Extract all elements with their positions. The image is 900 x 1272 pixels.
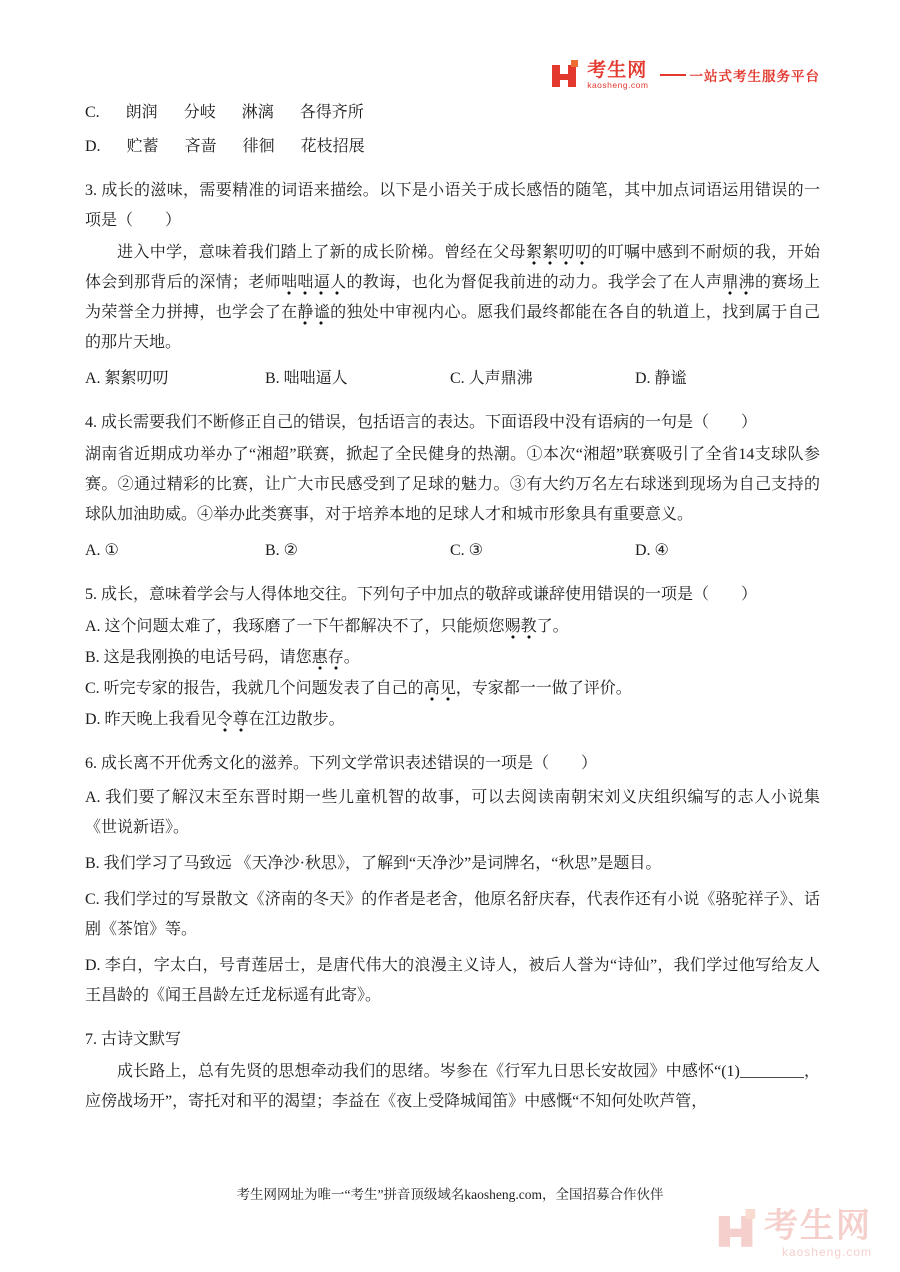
question-3-passage — [85, 238, 820, 358]
text-run: 的叮嘱中感到不耐烦的我，开始体会到那背后的深情；老师 — [85, 244, 820, 291]
q2-option-c — [85, 98, 820, 128]
question-4-stem — [85, 408, 820, 438]
choice-item: B. 咄咄逼人 — [265, 370, 348, 387]
text-run: 6. 成长离不开优秀文化的滋养。下列文学常识表述错误的一项是（ ） — [85, 755, 598, 772]
text-run: 。 — [343, 649, 360, 666]
kaosheng-logo — [550, 60, 820, 90]
text-run: 湖南省近期成功举办了“湘超”联赛，掀起了全民健身的热潮。①本次“湘超”联赛吸引了全省14支球队参赛。②通过精彩的比赛，让广大市民感受到了足球的魅力。③有大约万名左右球迷到现场为自己支持的球队加油助威。④举办此类赛事，对于培养本地的足球人才和城市形象具有重要意义。 — [85, 446, 820, 523]
question-5-stem — [85, 580, 820, 610]
word-item: 花枝招展 — [300, 138, 365, 155]
choice-item: C. 人声鼎沸 — [450, 370, 533, 387]
question-6-option-d — [85, 951, 820, 1011]
question-4-choices — [85, 536, 820, 566]
word-item: 淋漓 — [241, 104, 274, 121]
question-4-passage — [85, 440, 820, 530]
kaosheng-logo-icon — [550, 60, 580, 90]
emphasized-text: 鼎沸 — [722, 274, 755, 295]
question-5-option-b — [85, 643, 820, 673]
word-item: 吝啬 — [184, 138, 217, 155]
word-item: 贮蓄 — [126, 138, 159, 155]
text-run: 的赛场上为荣誉全力拼搏，也学会了在 — [85, 274, 820, 321]
text-run: 了。 — [536, 618, 569, 635]
question-7-stem — [85, 1025, 820, 1055]
word-item: 朗润 — [125, 104, 158, 121]
watermark-domain: kaosheng.com — [781, 1245, 872, 1259]
emphasized-text: 高见 — [424, 680, 456, 701]
text-run: 进入中学，意味着我们踏上了新的成长阶梯。曾经在父母 — [117, 244, 526, 261]
word-item: 各得齐所 — [299, 104, 364, 121]
text-run: 7. 古诗文默写 — [85, 1031, 182, 1048]
emphasized-text: 静谧 — [297, 304, 330, 325]
kaosheng-watermark-icon — [716, 1209, 758, 1251]
word-item: 徘徊 — [242, 138, 275, 155]
text-run: D. 李白，字太白，号青莲居士，是唐代伟大的浪漫主义诗人，被后人誉为“诗仙”，我们学过他写给友人王昌龄的《闻王昌龄左迁龙标遥有此寄》。 — [85, 957, 820, 1004]
brand-tagline: 一站式考生服务平台 — [689, 69, 820, 84]
text-run: A. 我们要了解汉末至东晋时期一些儿童机智的故事，可以去阅读南朝宋刘义庆组织编写的志人小说集《世说新语》。 — [85, 789, 820, 836]
emphasized-text: 令尊 — [217, 711, 249, 732]
question-6-option-c — [85, 885, 820, 945]
watermark-text — [764, 1209, 872, 1258]
text-run: C. 我们学过的写景散文《济南的冬天》的作者是老舍，他原名舒庆春，代表作还有小说《骆驼祥子》、话剧《茶馆》等。 — [85, 891, 820, 938]
question-3-stem — [85, 176, 820, 236]
text-run: B. 我们学习了马致远 《天净沙·秋思》，了解到“天净沙”是词牌名，“秋思”是题目。 — [85, 855, 662, 872]
q2-option-d — [85, 132, 820, 162]
choice-item: A. 絮絮叨叨 — [85, 370, 169, 387]
brand-name: 考生网 — [587, 59, 648, 81]
text-run: B. 这是我刚换的电话号码，请您 — [85, 649, 312, 666]
text-run: 在江边散步。 — [248, 711, 345, 728]
emphasized-text: 咄咄逼人 — [281, 274, 346, 295]
question-7-passage — [85, 1057, 820, 1117]
watermark-brand: 考生网 — [764, 1207, 872, 1245]
text-run: 5. 成长，意味着学会与人得体地交往。下列句子中加点的敬辞或谦辞使用错误的一项是（ ） — [85, 586, 758, 603]
logo-text — [587, 61, 648, 90]
text-run: 4. 成长需要我们不断修正自己的错误，包括语言的表达。下面语段中没有语病的一句是（ ） — [85, 414, 758, 431]
question-5-option-c — [85, 674, 820, 704]
question-5-option-a — [85, 612, 820, 642]
question-3-choices — [85, 364, 820, 394]
text-run: 的独处中审视内心。愿我们最终都能在各自的轨道上，找到属于自己的那片天地。 — [85, 304, 820, 351]
question-6-option-b — [85, 849, 820, 879]
question-6-stem — [85, 749, 820, 779]
logo-tagline-wrap — [660, 65, 821, 85]
text-run: 3. 成长的滋味，需要精准的词语来描绘。以下是小语关于成长感悟的随笔，其中加点词语运用错误的一项是（ ） — [85, 182, 820, 229]
document-content — [85, 98, 820, 1117]
kaosheng-watermark — [716, 1209, 872, 1258]
text-run: D. 昨天晚上我看见 — [85, 711, 217, 728]
choice-item: D. ④ — [635, 542, 669, 559]
text-run: A. 这个问题太难了，我琢磨了一下午都解决不了，只能烦您 — [85, 618, 505, 635]
text-run: 成长路上，总有先贤的思想牵动我们的思绪。岑参在《行军九日思长安故园》中感怀“(1)________，应傍战场开”，寄托对和平的渴望；李益在《夜上受降城闻笛》中感慨“不知何处吹芦管， — [85, 1063, 820, 1110]
text-run: ，专家都一一做了评价。 — [455, 680, 632, 697]
choice-item: C. ③ — [450, 542, 484, 559]
option-label: D. — [85, 138, 101, 155]
choice-item: B. ② — [265, 542, 299, 559]
page-footer: 考生网网址为唯一“考生”拼音顶级域名kaosheng.com，全国招募合作伙伴 — [236, 1187, 664, 1202]
choice-item: D. 静谧 — [635, 370, 687, 387]
text-run: 的教诲，也化为督促我前进的动力。我学会了在人声 — [346, 274, 723, 291]
option-label: C. — [85, 104, 100, 121]
text-run: C. 听完专家的报告，我就几个问题发表了自己的 — [85, 680, 424, 697]
word-item: 分岐 — [183, 104, 216, 121]
emphasized-text: 絮絮叨叨 — [526, 244, 591, 265]
brand-domain: kaosheng.com — [587, 79, 649, 90]
choice-item: A. ① — [85, 542, 119, 559]
question-5-option-d — [85, 705, 820, 735]
logo-dash — [660, 74, 686, 76]
emphasized-text: 赐教 — [505, 618, 537, 639]
emphasized-text: 惠存 — [312, 649, 344, 670]
question-6-option-a — [85, 783, 820, 843]
